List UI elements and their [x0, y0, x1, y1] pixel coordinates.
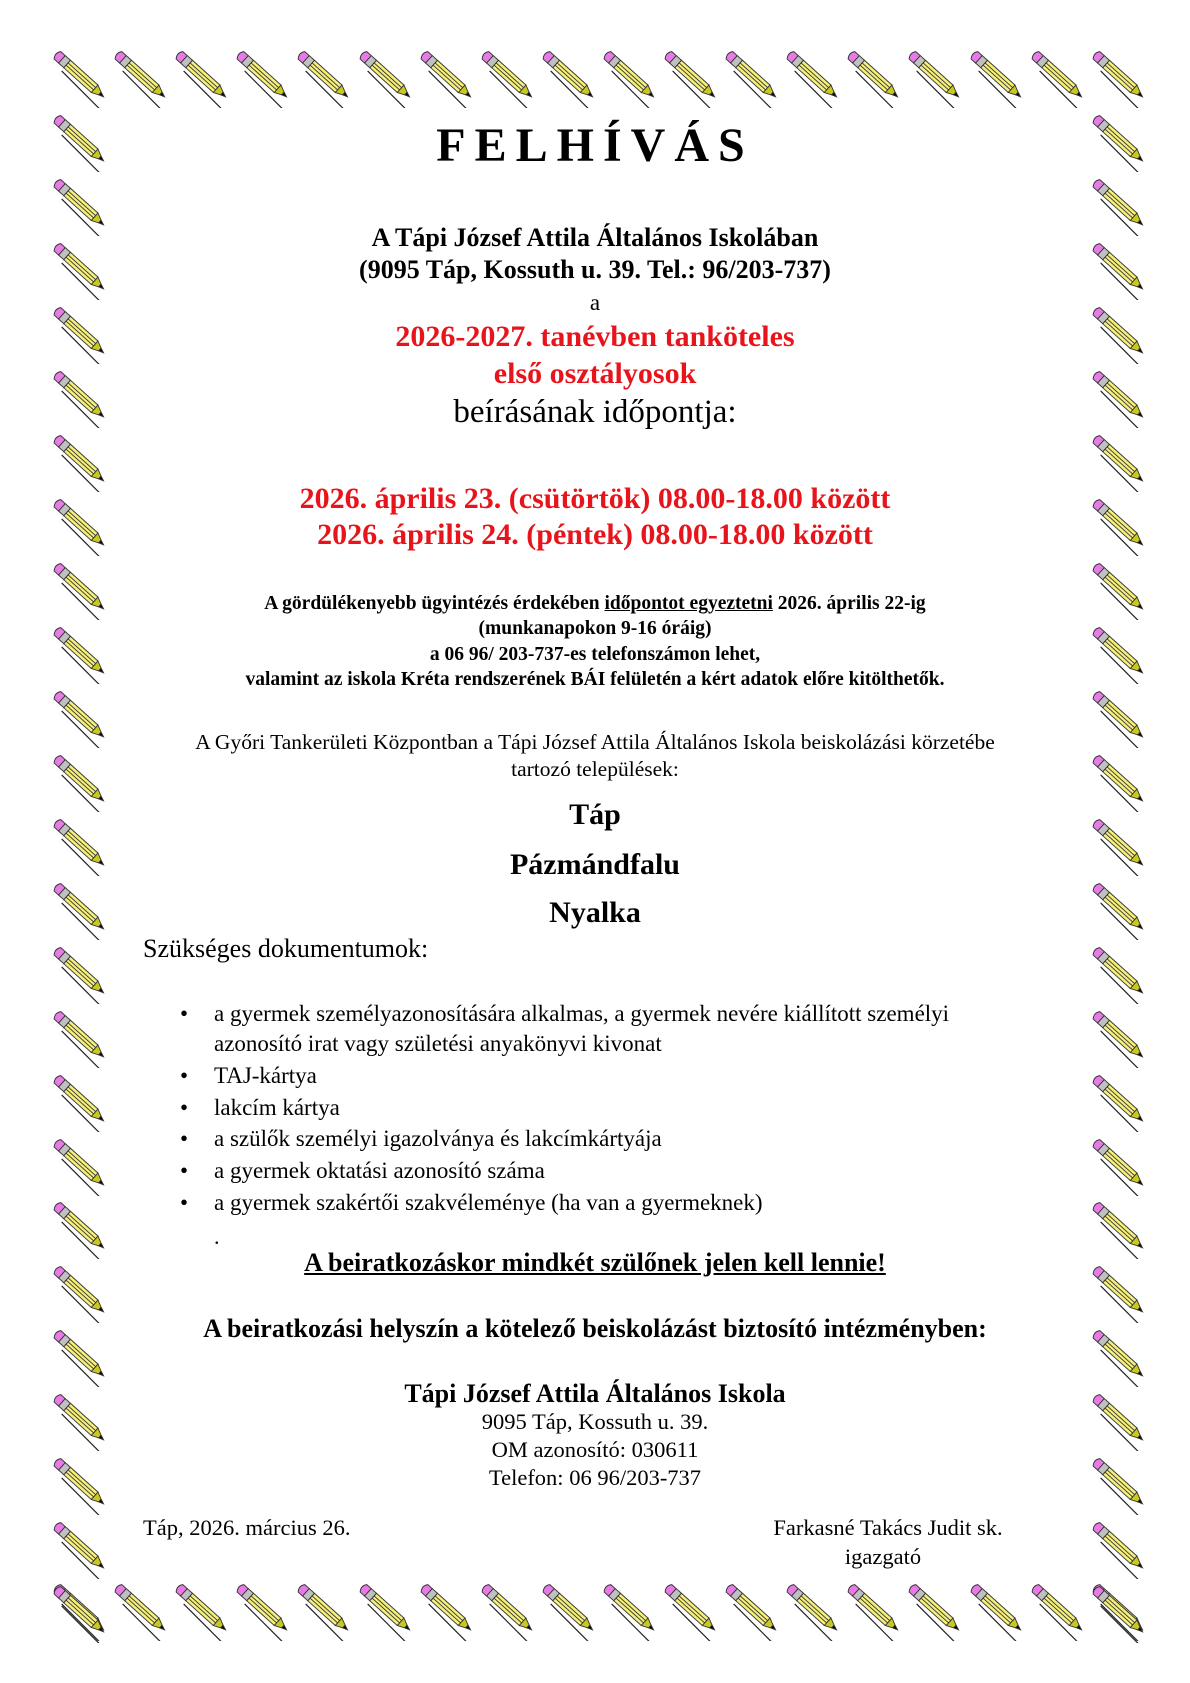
pencil-icon	[783, 1581, 843, 1641]
pencil-icon	[478, 1581, 538, 1641]
pencil-icon	[417, 1581, 477, 1641]
pencil-icon	[356, 1581, 416, 1641]
pencil-icon	[233, 48, 293, 108]
school-line: A Tápi József Attila Általános Iskolában	[371, 223, 819, 252]
pencil-icon	[1028, 48, 1088, 108]
pencil-icon	[722, 1581, 782, 1641]
settlement-tap: Táp	[569, 798, 621, 831]
district-text-1: A Győri Tankerületi Központban a Tápi József Attila Általános Iskola beiskolázási körzetébe	[195, 730, 995, 754]
list-item: a gyermek oktatási azonosító száma	[214, 1158, 545, 1183]
appointment-line-3: a 06 96/ 203-737-es telefonszámon lehet,	[429, 644, 761, 665]
pencil-icon	[844, 1581, 904, 1641]
pencil-icon	[1089, 48, 1149, 108]
pencil-icon	[50, 1583, 110, 1643]
pencil-icon	[50, 432, 110, 492]
bullet-icon: •	[180, 1001, 189, 1026]
institution-address: 9095 Táp, Kossuth u. 39.	[481, 1409, 709, 1434]
pencil-icon	[1089, 1583, 1149, 1643]
pencil-icon	[661, 1581, 721, 1641]
pencil-icon	[661, 48, 721, 108]
pencil-icon	[417, 48, 477, 108]
pencil-icon	[539, 1581, 599, 1641]
list-item: a gyermek szakértői szakvéleménye (ha van a gyermeknek)	[214, 1190, 763, 1215]
pencil-icon	[356, 48, 416, 108]
pencil-icon	[783, 48, 843, 108]
pencil-icon	[539, 48, 599, 108]
appointment-pre: A gördülékenyebb ügyintézés érdekében	[264, 593, 605, 614]
signature-title: igazgató	[844, 1544, 922, 1569]
pencil-icon	[967, 48, 1027, 108]
bullet-icon: •	[180, 1158, 189, 1183]
appointment-line-1	[0, 594, 1190, 614]
signature-name: Farkasné Takács Judit sk.	[773, 1515, 1003, 1540]
list-item: a gyermek személyazonosítására alkalmas, a gyermek nevére kiállított személyi	[214, 1001, 950, 1026]
red-heading-2: első osztályosok	[493, 357, 697, 390]
pencil-icon	[844, 48, 904, 108]
pencil-icon	[1089, 1519, 1149, 1579]
appointment-line-2: (munkanapokon 9-16 óráig)	[478, 618, 712, 639]
bullet-icon: •	[180, 1126, 189, 1151]
pencil-icon	[722, 48, 782, 108]
location-heading: A beiratkozási helyszín a kötelező beiskolázást biztosító intézményben:	[203, 1314, 987, 1343]
district-text-2: tartozó települések:	[511, 757, 679, 781]
date-1: 2026. április 23. (csütörtök) 08.00-18.00 között	[299, 482, 891, 515]
pencil-icon	[905, 1581, 965, 1641]
pencil-icon	[1089, 1136, 1149, 1196]
place-date: Táp, 2026. március 26.	[143, 1515, 351, 1540]
list-item: azonosító irat vagy születési anyakönyvi kivonat	[214, 1031, 662, 1056]
pencil-icon	[1089, 1072, 1149, 1132]
list-item: lakcím kártya	[214, 1095, 340, 1120]
documents-heading: Szükséges dokumentumok:	[143, 934, 429, 963]
list-item: a szülők személyi igazolványa és lakcímkártyája	[214, 1126, 662, 1151]
pencil-icon	[294, 48, 354, 108]
appointment-line-4: valamint az iskola Kréta rendszerének BÁI felületén a kért adatok előre kitölthetők.	[245, 669, 945, 690]
pencil-icon	[50, 48, 110, 108]
parents-notice: A beiratkozáskor mindkét szülőnek jelen kell lennie!	[304, 1248, 886, 1277]
pencil-icon	[50, 944, 110, 1004]
pencil-icon	[50, 1519, 110, 1579]
settlement-nyalka: Nyalka	[549, 896, 641, 929]
pencil-icon	[233, 1581, 293, 1641]
settlement-pazmandfalu: Pázmándfalu	[509, 848, 680, 881]
pencil-icon	[1089, 944, 1149, 1004]
page-title: FELHÍVÁS	[436, 119, 754, 172]
pencil-icon	[111, 1581, 171, 1641]
pencil-icon	[50, 1072, 110, 1132]
appointment-post: 2026. április 22-ig	[772, 593, 926, 614]
pencil-icon	[172, 48, 232, 108]
pencil-icon	[50, 1008, 110, 1068]
subtitle: beírásának időpontja:	[453, 394, 737, 430]
pencil-icon	[600, 1581, 660, 1641]
pencil-icon	[172, 1581, 232, 1641]
red-heading-1: 2026-2027. tanévben tanköteles	[395, 320, 795, 353]
pencil-icon	[294, 1581, 354, 1641]
pencil-icon	[1089, 1008, 1149, 1068]
pencil-icon	[967, 1581, 1027, 1641]
date-2: 2026. április 24. (péntek) 08.00-18.00 között	[317, 518, 873, 551]
institution-om: OM azonosító: 030611	[491, 1437, 699, 1462]
pencil-icon	[478, 48, 538, 108]
institution-name: Tápi József Attila Általános Iskola	[404, 1379, 786, 1408]
pencil-icon	[111, 48, 171, 108]
appointment-underlined: időpontot egyeztetni	[604, 593, 773, 614]
pencil-icon	[1028, 1581, 1088, 1641]
pencil-icon	[600, 48, 660, 108]
pencil-icon	[905, 48, 965, 108]
connector-a: a	[589, 290, 601, 315]
pencil-icon	[1089, 432, 1149, 492]
list-trailing-dot: .	[214, 1224, 220, 1249]
institution-phone: Telefon: 06 96/203-737	[488, 1465, 702, 1490]
pencil-icon	[50, 1136, 110, 1196]
address-line: (9095 Táp, Kossuth u. 39. Tel.: 96/203-737)	[359, 255, 831, 284]
bullet-icon: •	[180, 1063, 189, 1088]
bullet-icon: •	[180, 1190, 189, 1215]
bullet-icon: •	[180, 1095, 189, 1120]
list-item: TAJ-kártya	[214, 1063, 317, 1088]
